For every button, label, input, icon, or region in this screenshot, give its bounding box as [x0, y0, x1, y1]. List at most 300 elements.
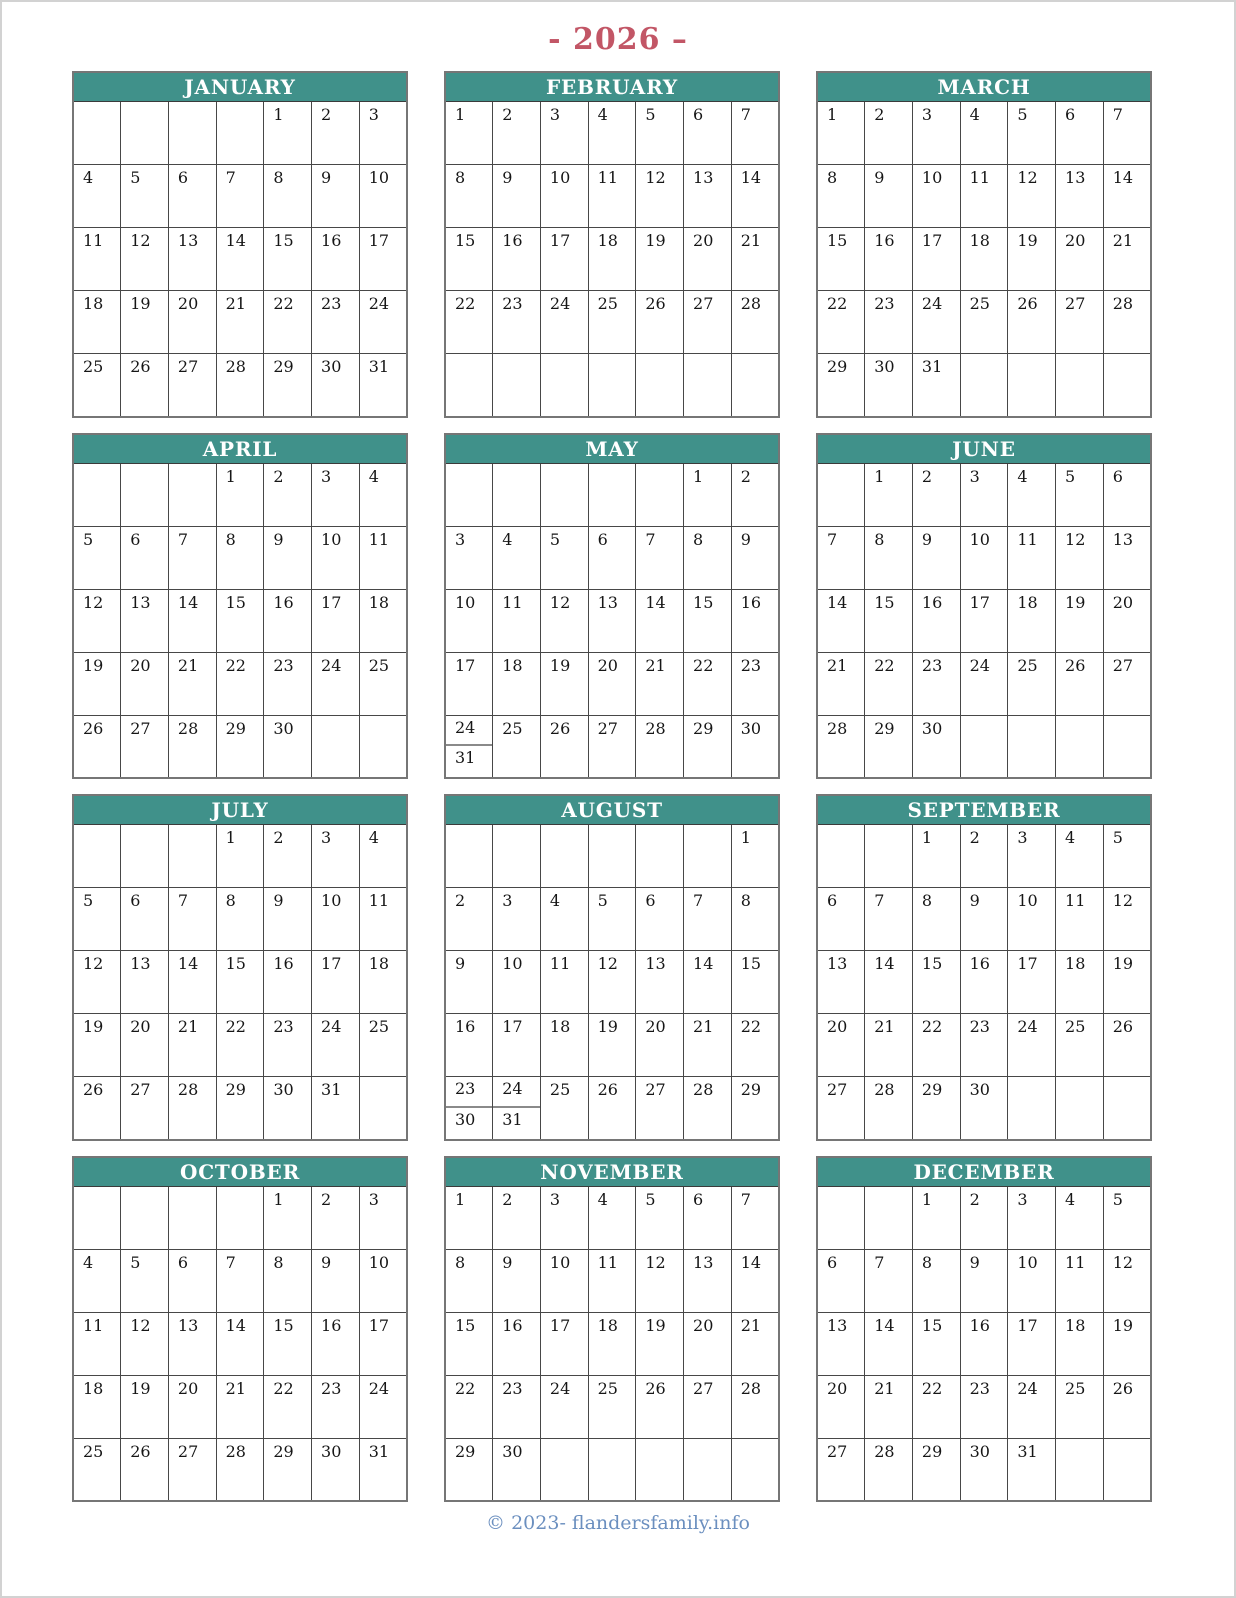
week-row	[817, 652, 1151, 715]
day-cell: 23	[264, 652, 312, 715]
month-header: NOVEMBER	[445, 1157, 779, 1187]
day-cell: 19	[1103, 951, 1151, 1014]
empty-day-cell	[445, 463, 493, 526]
day-cell: 7	[216, 165, 264, 228]
day-cell: 3	[1008, 825, 1056, 888]
day-cell: 19	[121, 1375, 169, 1438]
day-cell: 1	[912, 825, 960, 888]
day-cell: 16	[493, 1312, 541, 1375]
day-cell: 27	[1103, 652, 1151, 715]
day-cell: 26	[1056, 652, 1104, 715]
day-cell: 10	[960, 526, 1008, 589]
day-cell: 16	[493, 228, 541, 291]
day-cell: 4	[73, 165, 121, 228]
week-row	[817, 1186, 1151, 1249]
empty-day-cell	[73, 102, 121, 165]
day-cell: 26	[636, 291, 684, 354]
day-cell: 4	[359, 825, 407, 888]
day-cell: 4	[1008, 463, 1056, 526]
day-cell: 14	[636, 589, 684, 652]
day-cell: 16	[445, 1014, 493, 1077]
day-cell: 24	[960, 652, 1008, 715]
week-row	[445, 715, 779, 778]
day-cell: 25	[540, 1077, 588, 1140]
empty-day-cell	[1056, 354, 1104, 417]
day-cell: 25	[493, 715, 541, 778]
day-cell: 19	[73, 1014, 121, 1077]
day-cell: 22	[817, 291, 865, 354]
week-row	[445, 1312, 779, 1375]
day-cell: 21	[865, 1014, 913, 1077]
day-cell: 1	[817, 102, 865, 165]
day-cell: 2	[312, 1186, 360, 1249]
week-row	[445, 1014, 779, 1077]
day-cell: 21	[817, 652, 865, 715]
day-cell: 17	[540, 1312, 588, 1375]
split-cell-container	[446, 1077, 492, 1139]
day-cell: 12	[636, 165, 684, 228]
empty-day-cell	[73, 463, 121, 526]
day-cell: 4	[960, 102, 1008, 165]
day-cell: 2	[264, 463, 312, 526]
empty-day-cell	[731, 354, 779, 417]
day-cell: 8	[817, 165, 865, 228]
day-cell: 6	[817, 1249, 865, 1312]
day-cell: 13	[588, 589, 636, 652]
month-header: JULY	[73, 795, 407, 825]
day-cell: 20	[684, 228, 732, 291]
day-cell: 1	[264, 1186, 312, 1249]
week-row	[73, 354, 407, 417]
day-cell: 11	[1056, 1249, 1104, 1312]
week-row	[73, 1375, 407, 1438]
day-cell: 9	[865, 165, 913, 228]
day-cell: 7	[684, 888, 732, 951]
day-cell: 20	[168, 291, 216, 354]
empty-day-cell	[1103, 1438, 1151, 1501]
week-row	[445, 354, 779, 417]
day-cell: 9	[445, 951, 493, 1014]
empty-day-cell	[817, 463, 865, 526]
day-cell: 9	[264, 888, 312, 951]
week-row	[445, 102, 779, 165]
year-calendar-grid	[2, 71, 1234, 1502]
day-cell: 22	[264, 1375, 312, 1438]
day-cell: 12	[73, 589, 121, 652]
month-header: OCTOBER	[73, 1157, 407, 1187]
day-cell: 28	[168, 715, 216, 778]
day-cell: 2	[264, 825, 312, 888]
day-cell: 19	[1103, 1312, 1151, 1375]
empty-day-cell	[960, 715, 1008, 778]
empty-day-cell	[493, 354, 541, 417]
day-cell: 31	[359, 354, 407, 417]
week-row	[73, 652, 407, 715]
month-june	[816, 433, 1152, 780]
day-cell: 27	[168, 1438, 216, 1501]
day-cell: 26	[121, 354, 169, 417]
day-cell: 22	[264, 291, 312, 354]
day-cell: 28	[817, 715, 865, 778]
day-cell: 7	[817, 526, 865, 589]
day-cell: 3	[960, 463, 1008, 526]
empty-day-cell	[1103, 1077, 1151, 1140]
day-cell: 29	[445, 1438, 493, 1501]
day-cell: 7	[216, 1249, 264, 1312]
day-cell: 2	[960, 825, 1008, 888]
day-cell: 21	[216, 1375, 264, 1438]
day-cell: 26	[1103, 1014, 1151, 1077]
day-cell: 19	[73, 652, 121, 715]
empty-day-cell	[540, 825, 588, 888]
day-cell: 3	[445, 526, 493, 589]
empty-day-cell	[121, 825, 169, 888]
day-cell: 23	[960, 1014, 1008, 1077]
empty-day-cell	[359, 715, 407, 778]
day-cell: 22	[865, 652, 913, 715]
day-cell: 2	[493, 102, 541, 165]
day-cell: 12	[121, 228, 169, 291]
day-cell: 24	[912, 291, 960, 354]
empty-day-cell	[493, 463, 541, 526]
week-row	[73, 1077, 407, 1140]
day-cell: 24	[540, 1375, 588, 1438]
day-cell: 17	[445, 652, 493, 715]
split-cell-container	[446, 716, 492, 778]
day-cell: 15	[865, 589, 913, 652]
day-cell-split	[445, 1077, 493, 1140]
month-header: AUGUST	[445, 795, 779, 825]
day-cell: 15	[264, 1312, 312, 1375]
month-header: JANUARY	[73, 72, 407, 102]
empty-day-cell	[168, 102, 216, 165]
day-cell: 4	[1056, 825, 1104, 888]
day-cell: 4	[1056, 1186, 1104, 1249]
month-august	[444, 794, 780, 1141]
week-row	[445, 652, 779, 715]
month-march	[816, 71, 1152, 418]
day-cell: 10	[493, 951, 541, 1014]
day-cell: 12	[588, 951, 636, 1014]
day-cell: 27	[684, 1375, 732, 1438]
empty-day-cell	[121, 102, 169, 165]
month-header: MARCH	[817, 72, 1151, 102]
day-cell: 19	[121, 291, 169, 354]
day-cell: 27	[636, 1077, 684, 1140]
week-row	[817, 825, 1151, 888]
week-row	[817, 102, 1151, 165]
day-cell: 28	[168, 1077, 216, 1140]
day-cell: 11	[588, 165, 636, 228]
day-cell: 20	[1103, 589, 1151, 652]
day-cell: 3	[540, 1186, 588, 1249]
day-cell: 10	[912, 165, 960, 228]
day-cell: 22	[684, 652, 732, 715]
day-cell: 29	[912, 1438, 960, 1501]
day-cell: 1	[264, 102, 312, 165]
page-title: - 2026 –	[548, 22, 688, 57]
day-cell: 14	[865, 951, 913, 1014]
day-cell: 29	[684, 715, 732, 778]
empty-day-cell	[1056, 1438, 1104, 1501]
week-row	[445, 1077, 779, 1140]
day-cell-split	[493, 1077, 541, 1140]
day-cell: 19	[540, 652, 588, 715]
day-cell: 20	[817, 1014, 865, 1077]
day-cell: 4	[493, 526, 541, 589]
day-cell: 25	[588, 1375, 636, 1438]
day-cell: 10	[312, 526, 360, 589]
day-cell: 18	[540, 1014, 588, 1077]
day-cell: 11	[1056, 888, 1104, 951]
day-cell: 19	[588, 1014, 636, 1077]
week-row	[73, 1312, 407, 1375]
day-cell: 1	[445, 102, 493, 165]
empty-day-cell	[684, 1438, 732, 1501]
day-cell: 9	[264, 526, 312, 589]
day-cell: 26	[540, 715, 588, 778]
day-cell: 21	[636, 652, 684, 715]
day-cell: 24	[359, 1375, 407, 1438]
week-row	[73, 463, 407, 526]
day-cell: 1	[216, 825, 264, 888]
day-cell: 30	[912, 715, 960, 778]
day-cell: 27	[168, 354, 216, 417]
week-row	[817, 228, 1151, 291]
day-cell: 21	[731, 1312, 779, 1375]
day-cell: 13	[121, 589, 169, 652]
month-december	[816, 1156, 1152, 1503]
day-cell: 4	[73, 1249, 121, 1312]
day-cell: 2	[731, 463, 779, 526]
day-cell: 9	[731, 526, 779, 589]
day-cell: 25	[1056, 1014, 1104, 1077]
empty-day-cell	[1008, 1077, 1056, 1140]
day-cell: 21	[168, 1014, 216, 1077]
empty-day-cell	[865, 1186, 913, 1249]
day-cell: 16	[312, 1312, 360, 1375]
week-row	[817, 589, 1151, 652]
day-cell: 3	[1008, 1186, 1056, 1249]
empty-day-cell	[493, 825, 541, 888]
day-cell: 23	[865, 291, 913, 354]
day-cell: 18	[588, 1312, 636, 1375]
day-cell: 14	[731, 1249, 779, 1312]
day-cell: 12	[73, 951, 121, 1014]
day-cell: 22	[912, 1014, 960, 1077]
day-cell: 21	[168, 652, 216, 715]
day-cell: 23	[312, 291, 360, 354]
day-cell: 7	[731, 102, 779, 165]
day-cell: 5	[540, 526, 588, 589]
week-row	[73, 825, 407, 888]
day-cell: 18	[1008, 589, 1056, 652]
day-cell: 26	[1103, 1375, 1151, 1438]
day-cell: 15	[445, 228, 493, 291]
day-cell: 2	[312, 102, 360, 165]
empty-day-cell	[445, 825, 493, 888]
day-cell: 12	[121, 1312, 169, 1375]
day-cell: 18	[359, 589, 407, 652]
empty-day-cell	[588, 825, 636, 888]
week-row	[817, 354, 1151, 417]
week-row	[445, 463, 779, 526]
empty-day-cell	[1008, 354, 1056, 417]
day-cell: 19	[636, 228, 684, 291]
empty-day-cell	[817, 1186, 865, 1249]
day-cell: 25	[359, 652, 407, 715]
day-cell: 2	[960, 1186, 1008, 1249]
day-cell: 7	[865, 1249, 913, 1312]
month-header: DECEMBER	[817, 1157, 1151, 1187]
day-cell: 13	[684, 1249, 732, 1312]
week-row	[73, 102, 407, 165]
day-cell: 1	[445, 1186, 493, 1249]
day-cell: 6	[588, 526, 636, 589]
day-cell: 5	[121, 1249, 169, 1312]
day-cell: 26	[588, 1077, 636, 1140]
day-cell: 14	[168, 951, 216, 1014]
day-cell: 22	[216, 1014, 264, 1077]
day-cell: 30	[455, 1109, 476, 1129]
day-cell: 10	[359, 165, 407, 228]
day-cell: 23	[493, 1375, 541, 1438]
day-cell: 12	[1103, 888, 1151, 951]
day-cell: 29	[264, 354, 312, 417]
day-cell: 2	[493, 1186, 541, 1249]
day-cell: 17	[359, 228, 407, 291]
day-cell: 16	[264, 951, 312, 1014]
day-cell: 13	[636, 951, 684, 1014]
day-cell: 30	[865, 354, 913, 417]
week-row	[817, 715, 1151, 778]
day-cell: 23	[446, 1077, 492, 1108]
day-cell: 8	[865, 526, 913, 589]
day-cell: 11	[588, 1249, 636, 1312]
empty-day-cell	[1103, 354, 1151, 417]
day-cell: 15	[216, 589, 264, 652]
day-cell: 15	[445, 1312, 493, 1375]
day-cell: 20	[121, 1014, 169, 1077]
day-cell: 4	[588, 1186, 636, 1249]
day-cell: 9	[312, 165, 360, 228]
day-cell: 14	[684, 951, 732, 1014]
day-cell: 8	[731, 888, 779, 951]
day-cell: 9	[960, 888, 1008, 951]
day-cell: 30	[312, 354, 360, 417]
day-cell: 10	[540, 1249, 588, 1312]
day-cell: 16	[312, 228, 360, 291]
day-cell: 22	[912, 1375, 960, 1438]
empty-day-cell	[1008, 715, 1056, 778]
day-cell: 3	[540, 102, 588, 165]
day-cell: 19	[636, 1312, 684, 1375]
footer-credit: © 2023- flandersfamily.info	[486, 1512, 750, 1534]
month-header: SEPTEMBER	[817, 795, 1151, 825]
day-cell: 26	[636, 1375, 684, 1438]
day-cell: 6	[1103, 463, 1151, 526]
day-cell: 25	[960, 291, 1008, 354]
day-cell: 9	[960, 1249, 1008, 1312]
day-cell: 7	[731, 1186, 779, 1249]
day-cell: 30	[264, 1077, 312, 1140]
day-cell: 23	[264, 1014, 312, 1077]
day-cell: 6	[168, 1249, 216, 1312]
day-cell: 5	[1056, 463, 1104, 526]
week-row	[817, 888, 1151, 951]
day-cell: 29	[865, 715, 913, 778]
day-cell: 2	[445, 888, 493, 951]
week-row	[73, 1438, 407, 1501]
day-cell: 17	[912, 228, 960, 291]
day-cell: 8	[445, 1249, 493, 1312]
day-cell: 16	[865, 228, 913, 291]
day-cell: 18	[588, 228, 636, 291]
week-row	[445, 291, 779, 354]
day-cell: 22	[445, 1375, 493, 1438]
day-cell: 17	[359, 1312, 407, 1375]
day-cell: 24	[1008, 1014, 1056, 1077]
empty-day-cell	[216, 1186, 264, 1249]
day-cell: 20	[684, 1312, 732, 1375]
day-cell: 8	[445, 165, 493, 228]
day-cell: 4	[588, 102, 636, 165]
day-cell: 14	[731, 165, 779, 228]
day-cell: 5	[73, 888, 121, 951]
empty-day-cell	[731, 1438, 779, 1501]
day-cell: 1	[865, 463, 913, 526]
day-cell: 5	[1103, 1186, 1151, 1249]
week-row	[817, 1438, 1151, 1501]
day-cell: 15	[912, 951, 960, 1014]
day-cell: 21	[684, 1014, 732, 1077]
day-cell: 8	[684, 526, 732, 589]
day-cell: 5	[121, 165, 169, 228]
empty-day-cell	[817, 825, 865, 888]
day-cell: 25	[588, 291, 636, 354]
week-row	[73, 715, 407, 778]
empty-day-cell	[636, 463, 684, 526]
day-cell: 5	[636, 102, 684, 165]
empty-day-cell	[684, 825, 732, 888]
day-cell: 13	[1103, 526, 1151, 589]
empty-day-cell	[445, 354, 493, 417]
day-cell: 17	[1008, 1312, 1056, 1375]
day-cell: 30	[264, 715, 312, 778]
day-cell: 29	[216, 1077, 264, 1140]
day-cell: 17	[540, 228, 588, 291]
day-cell: 29	[817, 354, 865, 417]
day-cell: 24	[312, 652, 360, 715]
day-cell: 13	[1056, 165, 1104, 228]
day-cell: 8	[216, 526, 264, 589]
day-cell: 31	[912, 354, 960, 417]
empty-day-cell	[73, 1186, 121, 1249]
day-cell: 14	[1103, 165, 1151, 228]
day-cell: 17	[1008, 951, 1056, 1014]
empty-day-cell	[540, 1438, 588, 1501]
week-row	[445, 1186, 779, 1249]
empty-day-cell	[636, 1438, 684, 1501]
week-row	[817, 1375, 1151, 1438]
month-july	[72, 794, 408, 1141]
day-cell: 20	[588, 652, 636, 715]
day-cell: 1	[216, 463, 264, 526]
week-row	[817, 165, 1151, 228]
day-cell: 19	[1008, 228, 1056, 291]
empty-day-cell	[168, 463, 216, 526]
week-row	[445, 825, 779, 888]
